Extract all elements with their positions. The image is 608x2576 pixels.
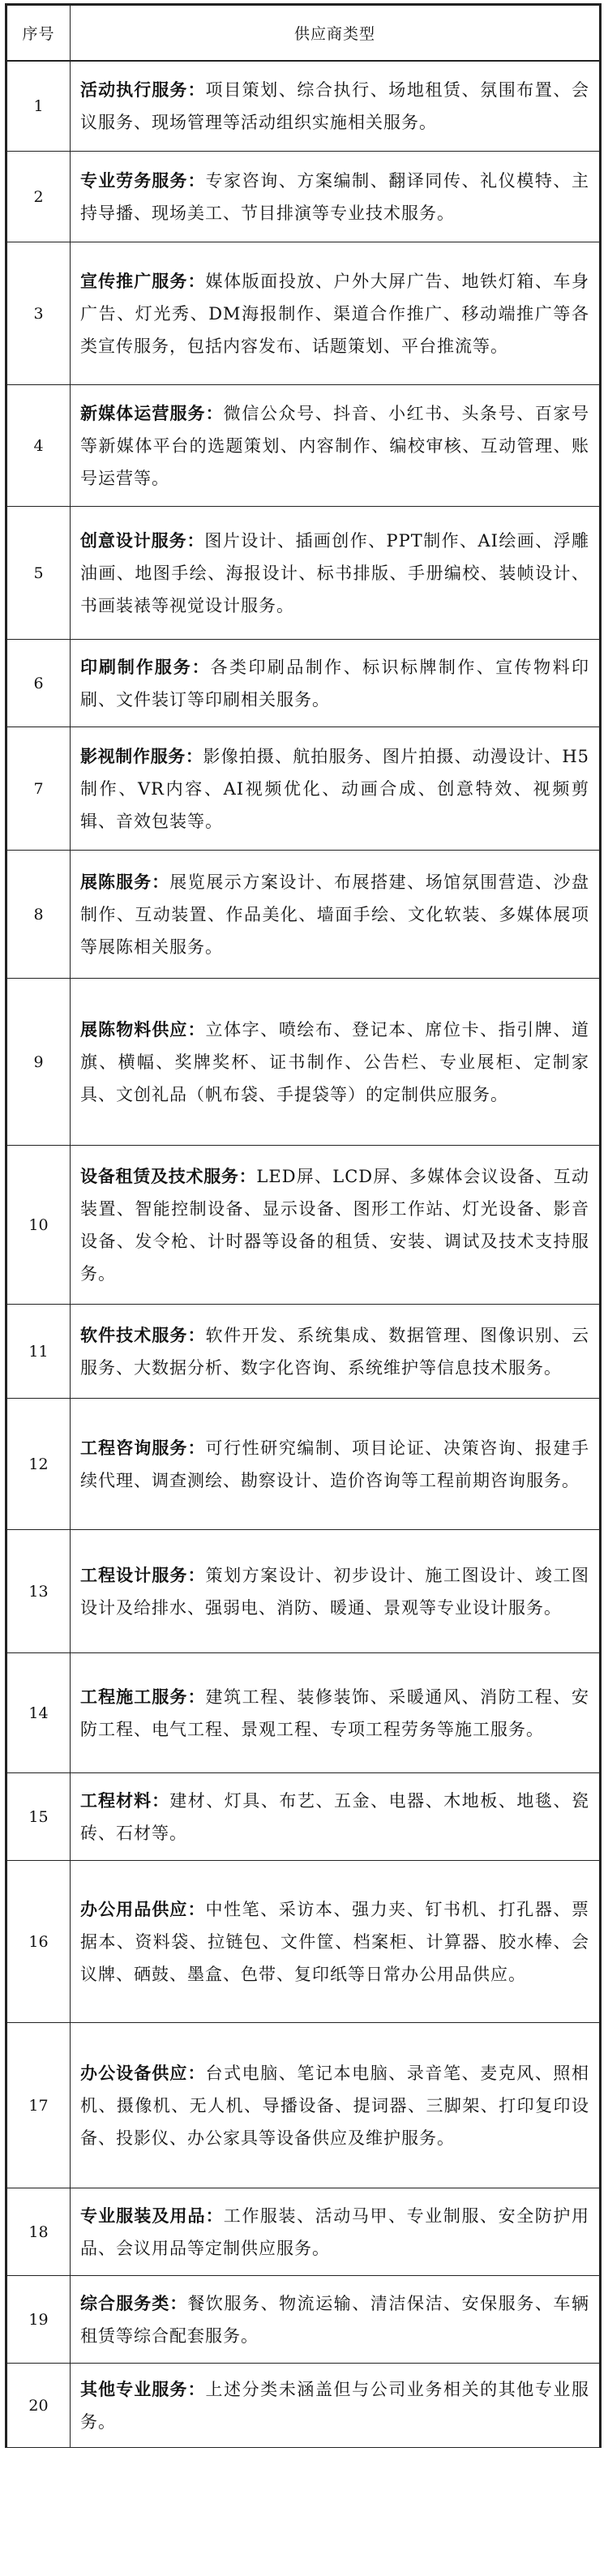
supplier-category-label: 综合服务类：: [80, 2293, 188, 2313]
supplier-type-table-container: [5, 3, 602, 2448]
supplier-category-label: 办公设备供应：: [80, 2063, 206, 2083]
table-header-row: [7, 6, 600, 61]
row-serial-number: 2: [7, 152, 71, 242]
supplier-type-table: [6, 5, 600, 2448]
supplier-category-details: 专家咨询、方案编制、翻译同传、礼仪模特、主持导播、现场美工、节目排演等专业技术服务。: [80, 170, 590, 223]
supplier-category-label: 创意设计服务：: [80, 530, 205, 551]
row-description: [71, 2276, 600, 2364]
row-serial-number: 9: [7, 979, 71, 1146]
supplier-category-details: 各类印刷品制作、标识标牌制作、宣传物料印刷、文件装订等印刷相关服务。: [80, 657, 590, 709]
row-serial-number: 12: [7, 1399, 71, 1530]
row-description: [71, 851, 600, 979]
table-row: [7, 1146, 600, 1305]
supplier-category-details: 餐饮服务、物流运输、清洁保洁、安保服务、车辆租赁等综合配套服务。: [80, 2293, 590, 2346]
row-description: [71, 1653, 600, 1773]
supplier-category-details: 立体字、喷绘布、登记本、席位卡、指引牌、道旗、横幅、奖牌奖杯、证书制作、公告栏、专业展柜、定制家具、文创礼品（帆布袋、手提袋等）的定制供应服务。: [80, 1019, 590, 1104]
supplier-category-label: 影视制作服务：: [80, 746, 203, 766]
supplier-category-details: 建筑工程、装修装饰、采暖通风、消防工程、安防工程、电气工程、景观工程、专项工程劳务等施工服务。: [80, 1687, 590, 1739]
table-row: [7, 979, 600, 1146]
header-supplier-type: 供应商类型: [71, 6, 600, 61]
supplier-category-label: 活动执行服务：: [80, 79, 206, 100]
supplier-category-details: 台式电脑、笔记本电脑、录音笔、麦克风、照相机、摄像机、无人机、导播设备、提词器、三脚架、打印复印设备、投影仪、办公家具等设备供应及维护服务。: [80, 2063, 590, 2148]
row-description: [71, 507, 600, 640]
table-row: [7, 2023, 600, 2188]
table-row: [7, 640, 600, 727]
supplier-category-label: 工程咨询服务：: [80, 1438, 206, 1458]
row-description: [71, 385, 600, 507]
supplier-category-label: 新媒体运营服务：: [80, 403, 224, 423]
supplier-category-details: 建材、灯具、布艺、五金、电器、木地板、地毯、瓷砖、石材等。: [80, 1790, 590, 1843]
supplier-category-label: 专业服装及用品：: [80, 2205, 224, 2226]
row-serial-number: 16: [7, 1861, 71, 2023]
supplier-category-label: 展陈服务：: [80, 872, 170, 892]
supplier-category-details: 媒体版面投放、户外大屏广告、地铁灯箱、车身广告、灯光秀、DM海报制作、渠道合作推广、移动端推广等各类宣传服务，包括内容发布、话题策划、平台推流等。: [80, 271, 590, 356]
row-serial-number: 6: [7, 640, 71, 727]
table-row: [7, 1305, 600, 1399]
supplier-category-details: 影像拍摄、航拍服务、图片拍摄、动漫设计、H5制作、VR内容、AI视频优化、动画合成、创意特效、视频剪辑、音效包装等。: [80, 746, 589, 831]
table-row: [7, 2276, 600, 2364]
row-serial-number: 8: [7, 851, 71, 979]
table-row: [7, 385, 600, 507]
supplier-category-label: 设备租赁及技术服务：: [80, 1166, 257, 1186]
row-serial-number: 17: [7, 2023, 71, 2188]
table-row: [7, 507, 600, 640]
table-row: [7, 1861, 600, 2023]
row-serial-number: 18: [7, 2188, 71, 2276]
table-row: [7, 1399, 600, 1530]
row-description: [71, 1305, 600, 1399]
table-row: [7, 2364, 600, 2448]
supplier-category-details: 项目策划、综合执行、场地租赁、氛围布置、会议服务、现场管理等活动组织实施相关服务。: [80, 79, 590, 132]
supplier-category-details: 微信公众号、抖音、小红书、头条号、百家号等新媒体平台的选题策划、内容制作、编校审核、互动管理、账号运营等。: [80, 403, 590, 488]
row-serial-number: 19: [7, 2276, 71, 2364]
row-description: [71, 61, 600, 152]
table-body: [7, 61, 600, 2448]
row-description: [71, 1399, 600, 1530]
supplier-category-details: 策划方案设计、初步设计、施工图设计、竣工图设计及给排水、强弱电、消防、暖通、景观等专业设计服务。: [80, 1565, 590, 1618]
row-description: [71, 1861, 600, 2023]
row-serial-number: 11: [7, 1305, 71, 1399]
row-description: [71, 1146, 600, 1305]
row-serial-number: 14: [7, 1653, 71, 1773]
row-description: [71, 1773, 600, 1861]
supplier-category-label: 其他专业服务：: [80, 2379, 206, 2399]
header-serial-number: 序号: [7, 6, 71, 61]
supplier-category-details: 图片设计、插画创作、PPT制作、AI绘画、浮雕油画、地图手绘、海报设计、标书排版、手册编校、装帧设计、书画装裱等视觉设计服务。: [80, 530, 589, 615]
supplier-category-label: 印刷制作服务：: [80, 657, 211, 677]
row-serial-number: 20: [7, 2364, 71, 2448]
supplier-category-label: 软件技术服务：: [80, 1325, 206, 1345]
supplier-category-label: 展陈物料供应：: [80, 1019, 206, 1039]
supplier-category-details: 展览展示方案设计、布展搭建、场馆氛围营造、沙盘制作、互动装置、作品美化、墙面手绘、文化软装、多媒体展项等展陈相关服务。: [80, 872, 590, 957]
row-description: [71, 2364, 600, 2448]
row-serial-number: 4: [7, 385, 71, 507]
row-serial-number: 15: [7, 1773, 71, 1861]
row-serial-number: 13: [7, 1530, 71, 1653]
row-description: [71, 979, 600, 1146]
table-row: [7, 242, 600, 385]
table-row: [7, 1653, 600, 1773]
table-row: [7, 851, 600, 979]
table-row: [7, 1773, 600, 1861]
supplier-category-details: LED屏、LCD屏、多媒体会议设备、互动装置、智能控制设备、显示设备、图形工作站、灯光设备、影音设备、发令枪、计时器等设备的租赁、安装、调试及技术支持服务。: [80, 1166, 590, 1284]
supplier-category-details: 可行性研究编制、项目论证、决策咨询、报建手续代理、调查测绘、勘察设计、造价咨询等工程前期咨询服务。: [80, 1438, 590, 1490]
table-row: [7, 61, 600, 152]
row-description: [71, 2023, 600, 2188]
supplier-category-details: 中性笔、采访本、强力夹、钉书机、打孔器、票据本、资料袋、拉链包、文件筐、档案柜、计算器、胶水棒、会议牌、硒鼓、墨盒、色带、复印纸等日常办公用品供应。: [80, 1899, 590, 1984]
supplier-category-label: 专业劳务服务：: [80, 170, 206, 191]
row-serial-number: 5: [7, 507, 71, 640]
supplier-category-details: 工作服装、活动马甲、专业制服、安全防护用品、会议用品等定制供应服务。: [80, 2205, 590, 2258]
supplier-category-details: 上述分类未涵盖但与公司业务相关的其他专业服务。: [80, 2379, 590, 2432]
supplier-category-label: 工程施工服务：: [80, 1687, 206, 1707]
table-row: [7, 2188, 600, 2276]
row-serial-number: 7: [7, 727, 71, 851]
table-row: [7, 1530, 600, 1653]
supplier-category-label: 宣传推广服务：: [80, 271, 206, 291]
row-description: [71, 2188, 600, 2276]
supplier-category-label: 工程设计服务：: [80, 1565, 206, 1585]
row-description: [71, 727, 600, 851]
supplier-category-details: 软件开发、系统集成、数据管理、图像识别、云服务、大数据分析、数字化咨询、系统维护等信息技术服务。: [80, 1325, 590, 1378]
supplier-category-label: 办公用品供应：: [80, 1899, 206, 1919]
supplier-category-label: 工程材料：: [80, 1790, 170, 1811]
row-serial-number: 1: [7, 61, 71, 152]
row-serial-number: 3: [7, 242, 71, 385]
row-serial-number: 10: [7, 1146, 71, 1305]
table-row: [7, 727, 600, 851]
table-row: [7, 152, 600, 242]
row-description: [71, 242, 600, 385]
row-description: [71, 640, 600, 727]
row-description: [71, 152, 600, 242]
row-description: [71, 1530, 600, 1653]
